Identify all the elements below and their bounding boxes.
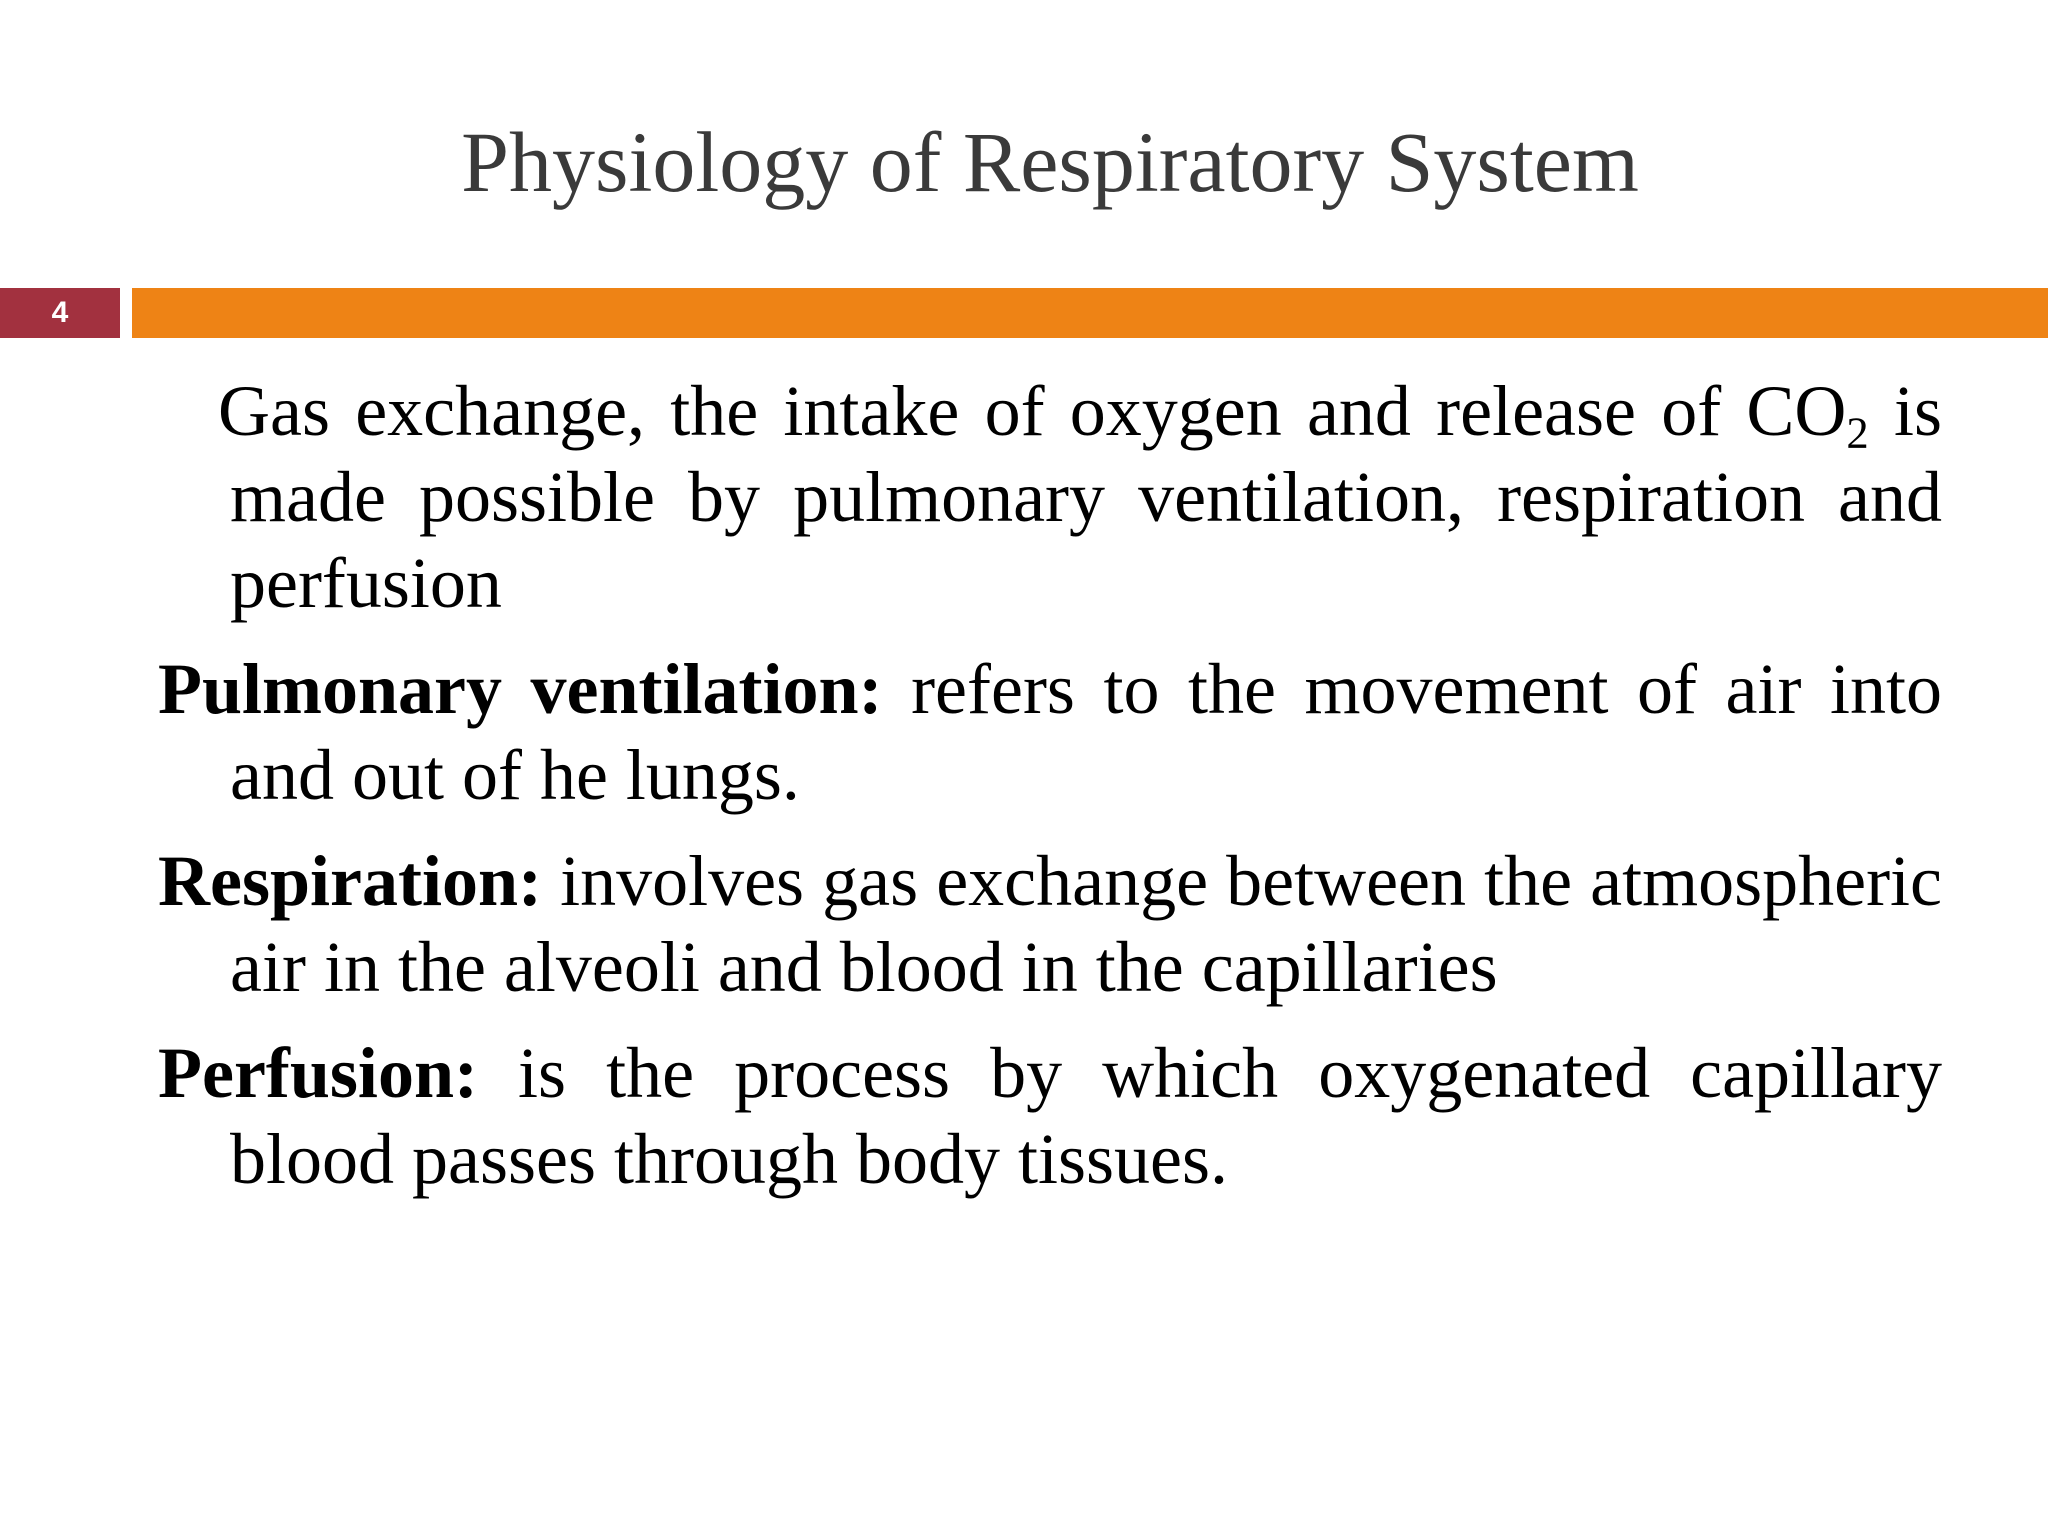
definition-term: Respiration:	[158, 841, 542, 921]
definition-text: involves gas exchange between the atmospheric air in the alveoli and blood in the capillaries	[230, 841, 1942, 1007]
intro-text-end: is made possible by pulmonary ventilation, respiration and perfusion	[230, 371, 1942, 623]
co2-formula	[1746, 371, 1869, 458]
slide-title: Physiology of Respiratory System	[461, 114, 1639, 210]
definition-perfusion	[158, 1030, 1942, 1202]
slide-number-badge: 4	[0, 288, 120, 338]
definition-text: is the process by which oxygenated capillary blood passes through body tissues.	[230, 1033, 1942, 1199]
co2-symbol: CO	[1746, 371, 1847, 451]
definition-term: Pulmonary ventilation:	[158, 649, 883, 729]
definition-pulmonary-ventilation	[158, 646, 1942, 818]
accent-bar	[132, 288, 2048, 338]
intro-paragraph	[158, 368, 1942, 626]
intro-text-start: Gas exchange, the intake of oxygen and release of	[218, 371, 1747, 451]
co2-subscript: 2	[1846, 407, 1869, 458]
definition-text: refers to the movement of air into and out of he lungs.	[230, 649, 1942, 815]
slide-body	[158, 368, 1942, 1222]
definition-respiration	[158, 838, 1942, 1010]
definition-term: Perfusion:	[158, 1033, 478, 1113]
